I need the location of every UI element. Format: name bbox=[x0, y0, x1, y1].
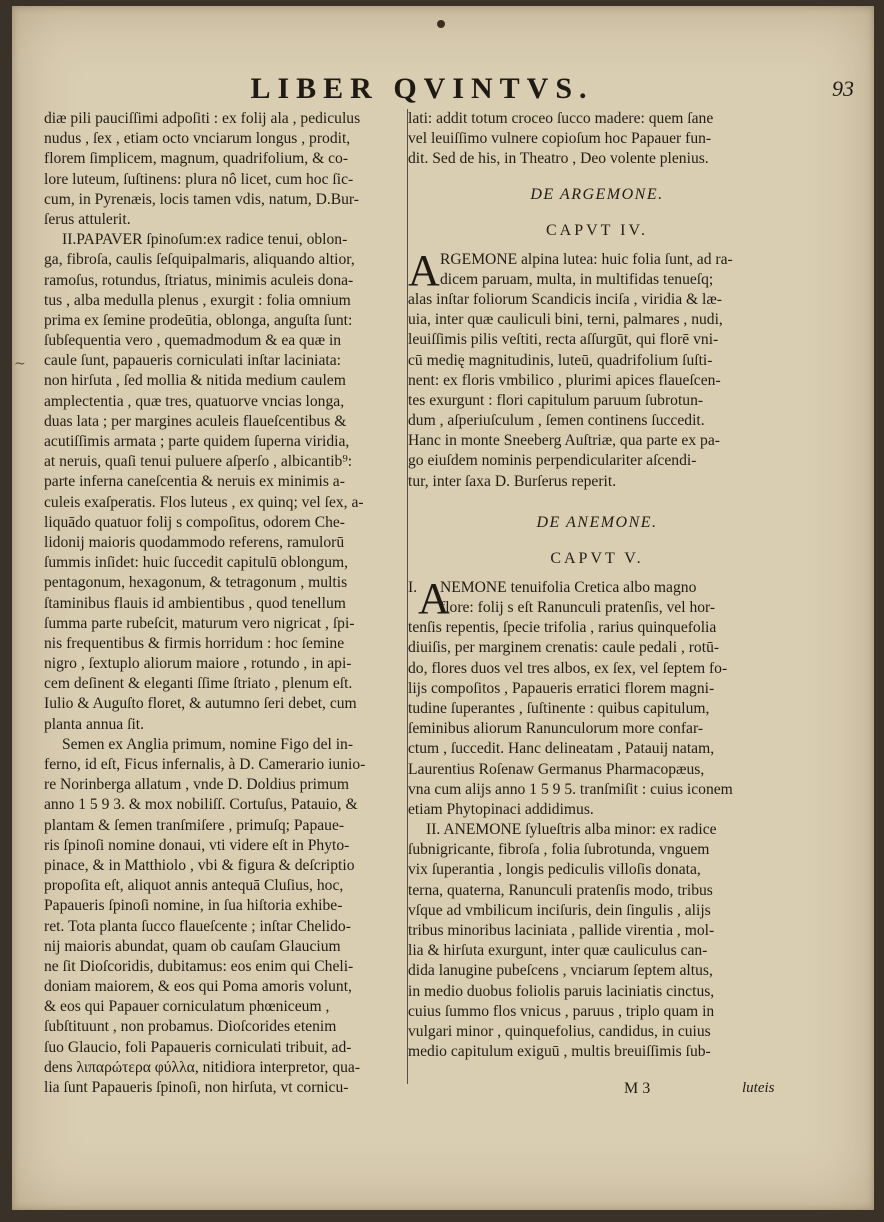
text-line: liquādo quatuor folij s compoſitus, odorem Che- bbox=[44, 513, 346, 531]
text-line: duas lata ; per margines aculeis flaueſcentibus & bbox=[44, 412, 347, 430]
text-line: anno 1 5 9 3. & mox nobiliſſ. Cortuſus, Patauio, & bbox=[44, 796, 358, 814]
text-line: RGEMONE alpina lutea: huic folia ſunt, ad ra- bbox=[440, 250, 733, 268]
text-line: nis frequentibus & firmis horridum : hoc ſemine bbox=[44, 634, 345, 652]
text-line: nudus , ſex , etiam octo vnciarum longus , prodit, bbox=[44, 130, 351, 148]
text-line: vulgari minor , quinquefolius, candidus, in cuius bbox=[408, 1022, 711, 1040]
text-line: cem deſinent & eleganti ſſime ſtriato , plenum eſt. bbox=[44, 675, 353, 693]
text-line: cum, in Pyrenæis, locis tamen vdis, natum, D.Bur- bbox=[44, 190, 359, 208]
text-line: cū medię magnitudinis, luteū, quadrifolium ſuſti- bbox=[408, 351, 713, 369]
text-line: ſumma parte rubeſcit, maturum vero nigricat , ſpi- bbox=[44, 614, 355, 632]
text-line: nigro , ſextuplo aliorum maiore , rotundo , in api- bbox=[44, 655, 352, 673]
text-line: lia & hirſuta exurgunt, inter quæ cauliculus can- bbox=[408, 942, 708, 960]
text-line: ſuo Glaucio, foli Papaueris corniculati tribuit, ad- bbox=[44, 1038, 352, 1056]
text-line: tur, inter ſaxa D. Burſerus reperit. bbox=[408, 472, 617, 490]
page-header bbox=[12, 72, 874, 106]
catchword: luteis bbox=[742, 1080, 775, 1096]
right-column bbox=[408, 109, 786, 1062]
text-line: dida lanugine pubeſcens , vnciarum ſeptem altus, bbox=[408, 962, 713, 980]
text-line: dicem paruam, multa, in multifidas tenueſq; bbox=[440, 270, 714, 288]
text-line: ſerus attulerit. bbox=[44, 210, 131, 228]
text-line: parte inferna caneſcentia & neruis ex minimis a- bbox=[44, 473, 345, 491]
text-line: lore luteum, ſuſtinens: plura nô licet, cum hoc ſic- bbox=[44, 170, 354, 188]
text-line: ret. Tota planta ſucco flaueſcente ; inſtar Chelido- bbox=[44, 917, 351, 935]
text-line: caule ſunt, papaueris corniculati inſtar laciniata: bbox=[44, 352, 342, 370]
section-body-anemone bbox=[408, 573, 786, 1063]
text-line: lia ſunt Papaueris ſpinoſi, non hirſuta, vt cornicu- bbox=[44, 1079, 349, 1096]
text-line: terna, quaterna, Ranunculi pratenſis modo, tribus bbox=[408, 881, 713, 899]
text-line: ne ſit Dioſcoridis, dubitamus: eos enim qui Cheli- bbox=[44, 957, 354, 975]
text-line: nent: ex floris vmbilico , plurimi apices flaueſcen- bbox=[408, 371, 721, 389]
text-line: florem ſimplicem, magnum, quadrifolium, & co- bbox=[44, 150, 349, 168]
text-line: tus , alba medulla plenus , exurgit : folia omnium bbox=[44, 291, 351, 309]
item-numeral: I. bbox=[408, 578, 418, 596]
text-line: lijs compoſitos , Papaueris erratici florem magni- bbox=[408, 679, 715, 697]
text-line: vix ſuperantia , longis pediculis villoſis donata, bbox=[408, 861, 701, 879]
text-line: ſtaminibus flauis id ambientibus , quod tenellum bbox=[44, 594, 346, 612]
section-body-argemone bbox=[408, 245, 786, 492]
text-line: II.PAPAVER ſpinoſum:ex radice tenui, oblon- bbox=[62, 231, 348, 249]
drop-capital: A bbox=[408, 245, 440, 295]
text-line: diæ pili pauciſſimi adpoſiti : ex folij ala , pediculus bbox=[44, 110, 361, 127]
page-number: 93 bbox=[832, 76, 854, 101]
text-line: acutiſſimis armata ; parte quidem ſuperna viridia, bbox=[44, 433, 350, 450]
text-line: ſubnigricante, fibroſa , folia ſubrotunda, vnguem bbox=[408, 841, 710, 859]
left-column bbox=[44, 109, 410, 1098]
text-line: II. ANEMONE ſylueſtris alba minor: ex radice bbox=[426, 821, 717, 839]
text-line: alas inſtar foliorum Scandicis inciſa , viridia & læ- bbox=[408, 290, 722, 308]
drop-capital: A bbox=[418, 573, 450, 623]
text-line: lidonij maioris quodammodo referens, ramulorū bbox=[44, 533, 345, 551]
text-line: leuiſſimis pilis veſtiti, recta aſſurgūt, qui florē vni- bbox=[408, 331, 719, 349]
text-line: tenſis repentis, ſpecie trifolia , rarius quinquefolia bbox=[408, 619, 717, 637]
text-line: vel leuiſſimo vulnere copioſum hoc Papauer fun- bbox=[408, 130, 712, 148]
text-line: diuiſis, per marginem crenatis: caule pedali , rotū- bbox=[408, 639, 720, 657]
text-line: NEMONE tenuifolia Cretica albo magno bbox=[440, 578, 697, 596]
margin-mark: ~ bbox=[14, 356, 26, 372]
text-line: plantam & ſemen tranſmiſere , primuſq; Papaue- bbox=[44, 816, 345, 834]
text-line: propoſita eſt, aliquot annis antequā Cluſius, hoc, bbox=[44, 877, 344, 895]
signature-mark: M 3 bbox=[624, 1080, 651, 1097]
text-line: tribus minoribus laciniata , pallide virentia , mol- bbox=[408, 922, 715, 939]
right-intro bbox=[408, 109, 786, 170]
text-line: go eiuſdem nominis perpendiculariter aſcendi- bbox=[408, 452, 697, 470]
text-line: uia, inter quæ cauliculi bini, terni, palmares , nudi, bbox=[408, 311, 723, 329]
text-line: re Norinberga allatum , vnde D. Doldius primum bbox=[44, 776, 350, 794]
text-line: at neruis, quaſi tenui puluere aſperſo , albicantib⁹: bbox=[44, 453, 353, 471]
text-line: do, flores duos vel tres albos, ex ſex, vel ſeptem fo- bbox=[408, 659, 728, 677]
text-line: in medio duobus foliolis paruis laciniatis cinctus, bbox=[408, 982, 715, 1000]
text-line: Semen ex Anglia primum, nomine Figo del in- bbox=[62, 735, 354, 753]
text-line: Hanc in monte Sneeberg Auſtriæ, qua parte ex pa- bbox=[408, 432, 720, 450]
text-line: amplectentia , quæ tres, quatuorve vncias longa, bbox=[44, 392, 345, 410]
text-line: ga, fibroſa, caulis ſeſquipalmaris, aliquando altior, bbox=[44, 251, 355, 269]
text-line: Papaueris ſpinoſi nomine, in ſua hiſtoria exhibe- bbox=[44, 897, 343, 915]
text-line: ſeminibus aliorum Ranunculorum more confar- bbox=[408, 720, 704, 738]
text-line: vſque ad vmbilicum inciſuris, dein ſingulis , alijs bbox=[408, 901, 711, 919]
text-line: prima ex ſemine prodeūtia, oblonga, anguſta ſunt: bbox=[44, 311, 353, 329]
text-line: Laurentius Roſenaw Germanus Pharmacopæus, bbox=[408, 760, 705, 778]
text-line: ſubſtituunt , non probamus. Dioſcorides etenim bbox=[44, 1018, 337, 1036]
text-line: ſubſequentia vero , quemadmodum & ea quæ in bbox=[44, 332, 342, 350]
text-line: dit. Sed de his, in Theatro , Deo volente plenius. bbox=[408, 150, 709, 168]
text-line: etiam Phytopinaci addidimus. bbox=[408, 800, 594, 818]
section-heading-anemone: DE ANEMONE. bbox=[536, 513, 658, 531]
text-line: medio capitulum exiguū , multis breuiſſimis ſub- bbox=[408, 1043, 711, 1061]
book-page bbox=[12, 6, 874, 1210]
text-line: Iulio & Auguſto floret, & autumno ſeri debet, cum bbox=[44, 695, 357, 713]
text-line: culeis exaſperatis. Flos luteus , ex quinq; vel ſex, a- bbox=[44, 493, 364, 511]
text-line: dens λιπαρώτερα φύλλα, nitidiora interpretor, qua- bbox=[44, 1058, 361, 1076]
text-line: planta annua ſit. bbox=[44, 715, 145, 733]
text-line: ctum , ſuccedit. Hanc delineatam , Patauij natam, bbox=[408, 740, 715, 758]
chapter-heading-v: CAPVT V. bbox=[550, 549, 644, 567]
text-line: cuius ſummo flos vnicus , paruus , triplo quam in bbox=[408, 1002, 715, 1020]
text-line: & eos qui Papauer corniculatum phœniceum , bbox=[44, 998, 330, 1016]
text-line: nij maioris abundat, quam ob cauſam Glaucium bbox=[44, 937, 341, 955]
text-line: tudine ſuperantes , ſuſtinente : quibus capitulum, bbox=[408, 699, 710, 717]
text-line: ris ſpinoſi nomine donaui, vti videre eſt in Phyto- bbox=[44, 836, 350, 854]
text-line: vna cum alijs anno 1 5 9 5. tranſmiſit : cuius iconem bbox=[408, 780, 733, 798]
text-line: flore: folij s eſt Ranunculi pratenſis, vel hor- bbox=[440, 599, 716, 616]
text-line: non hirſuta , ſed mollia & nitida medium caulem bbox=[44, 372, 346, 390]
ink-blot bbox=[437, 20, 445, 28]
running-title: LIBER QVINTVS. bbox=[250, 72, 594, 105]
section-heading-argemone: DE ARGEMONE. bbox=[530, 185, 664, 203]
text-line: doniam maiorem, & eos qui Poma amoris volunt, bbox=[44, 978, 352, 996]
text-line: pentagonum, hexagonum, & tetragonum , multis bbox=[44, 574, 348, 592]
text-line: pinace, & in Matthiolo , vbi & figura & deſcriptio bbox=[44, 856, 355, 874]
text-line: tes exurgunt : flori capitulum paruum ſubrotun- bbox=[408, 391, 704, 409]
text-line: ferno, id eſt, Ficus infernalis, à D. Camerario iunio- bbox=[44, 756, 366, 773]
text-line: dum , aſperiuſculum , ſemen continens ſuccedit. bbox=[408, 412, 705, 430]
text-line: lati: addit totum croceo ſucco madere: quem ſane bbox=[408, 110, 714, 127]
text-line: ramoſus, rotundus, ſtriatus, minimis aculeis dona- bbox=[44, 271, 354, 289]
chapter-heading-iv: CAPVT IV. bbox=[546, 221, 648, 239]
text-line: ſummis inſidet: huic ſuccedit capitulū oblongum, bbox=[44, 554, 349, 572]
